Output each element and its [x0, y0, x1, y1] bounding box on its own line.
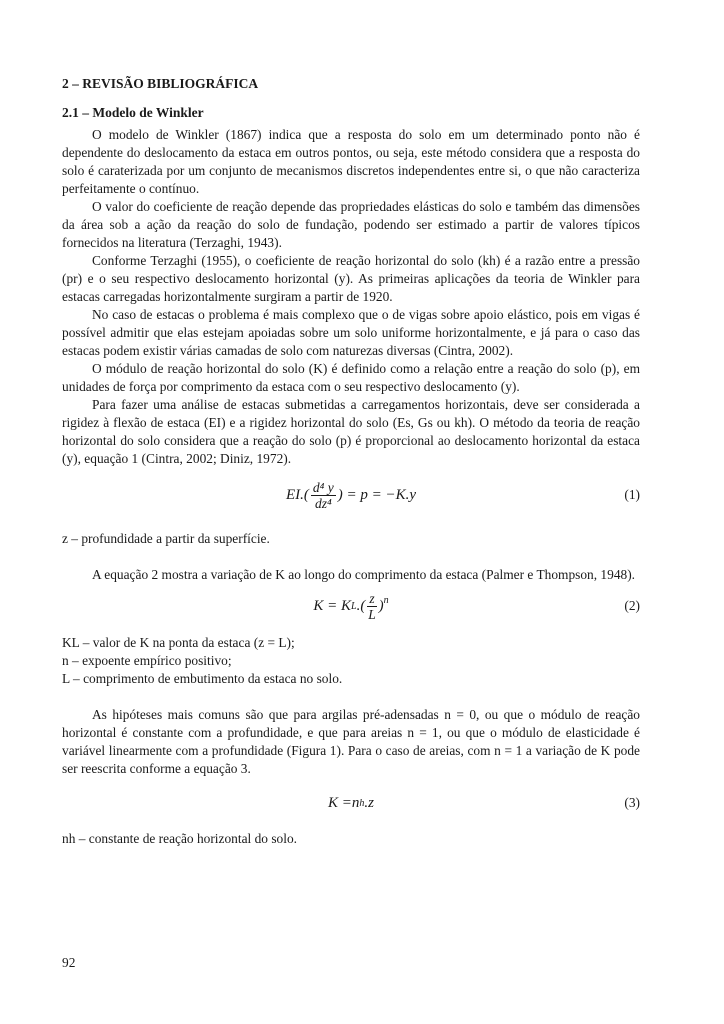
definition-z: z – profundidade a partir da superfície. [62, 531, 270, 546]
equation-2-body: K = K L .( $\frac{z}{L}$ ) $^n$ [313, 590, 389, 622]
equation-number: (2) [624, 598, 640, 613]
paragraph: O módulo de reação horizontal do solo (K) é definido como a relação entre a reação do solo (p), em unidades de força por comprimento da estaca com o seu respectivo deslocamento (y). [62, 361, 640, 394]
definitions-list [62, 634, 640, 688]
equation-1-body: EI.( $\frac{\text{d⁴ y}}{\text{dz⁴}}$ ) = p = −K.y [286, 479, 416, 511]
paragraph: O modelo de Winkler (1867) indica que a resposta do solo em um determinado ponto não é dependente do deslocamento da estaca em outros pontos, ou seja, este método considera que a resposta do solo é caraterizada por um conjunto de mecanismos discretos independentes entre si, o que não caracteriza perfeitamente o contínuo. [62, 127, 640, 196]
definition-nh: nh – constante de reação horizontal do solo. [62, 831, 298, 846]
equation-number: (1) [624, 487, 640, 502]
paragraph: As hipóteses mais comuns são que para argilas pré-adensadas n = 0, ou que o módulo de reação horizontal é constante com a profundidade, e que para areias n = 1, ou que o módulo de elasticidade é variável linearmente com a profundidade (Figura 1). Para o caso de areias, com n = 1 a variação de K pode ser reescrita conforme a equação 3. [62, 707, 640, 776]
paragraph: Conforme Terzaghi (1955), o coeficiente de reação horizontal do solo (kh) é a razão entre a pressão (pr) e o seu respectivo deslocamento horizontal (y). As primeiras aplicações da teoria de Winkler para estacas carregadas horizontalmente surgiram a partir de 1920. [62, 253, 640, 304]
equation-number: (3) [624, 795, 640, 810]
paragraph: Para fazer uma análise de estacas submetidas a carregamentos horizontais, deve ser considerada a rigidez à flexão de estaca (EI) e a rigidez horizontal do solo (Es, Gs ou kh). O método da teoria de reação horizontal do solo considera que a reação do solo (p) é proporcional ao deslocamento horizontal da estaca (y), equação 1 (Cintra, 2002; Diniz, 1972). [62, 397, 640, 466]
definition-item: n – expoente empírico positivo; [62, 653, 232, 668]
paragraph: No caso de estacas o problema é mais complexo que o de vigas sobre apoio elástico, pois em vigas é possível admitir que elas estejam apoiadas sobre um solo uniforme horizontalmente, e já para o caso das estacas podem existir várias camadas de solo com naturezas diversas (Cintra, 2002). [62, 307, 640, 358]
section-heading: 2 – REVISÃO BIBLIOGRÁFICA [62, 76, 259, 91]
subsection-heading: 2.1 – Modelo de Winkler [62, 105, 204, 120]
definition-item: KL – valor de K na ponta da estaca (z = L); [62, 635, 295, 650]
paragraph: O valor do coeficiente de reação depende das propriedades elásticas do solo e também das dimensões da área sob a ação da reação do solo de fundação, podendo ser estimado a partir de valores típicos fornecidos na literatura (Terzaghi, 1943). [62, 199, 640, 250]
equation-2 [62, 584, 640, 628]
paragraph: A equação 2 mostra a variação de K ao longo do comprimento da estaca (Palmer e Thompson, 1948). [92, 567, 636, 582]
equation-3 [62, 782, 640, 824]
equation-1 [62, 470, 640, 520]
page-content [62, 76, 640, 848]
page-number: 92 [62, 955, 76, 970]
equation-3-body: K =n h .z [328, 794, 374, 811]
definition-item: L – comprimento de embutimento da estaca no solo. [62, 671, 343, 686]
